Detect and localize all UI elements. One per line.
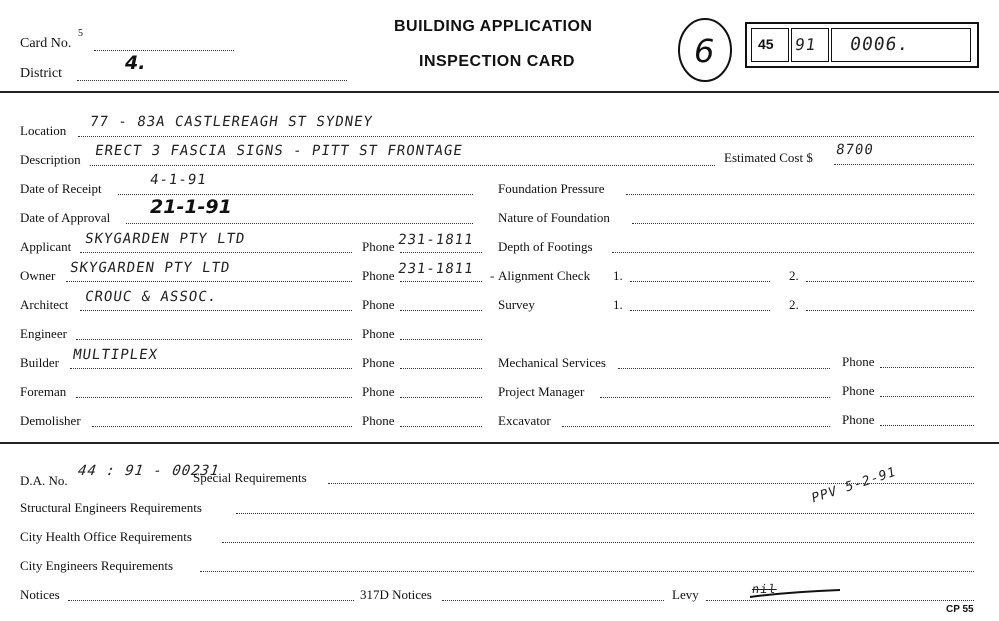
excavator-line (562, 426, 830, 427)
estimated-cost-value: 8700 (834, 142, 875, 158)
margin-note: PPV 5-2-91 (809, 464, 899, 507)
reference-box-3: 0006. (831, 28, 971, 62)
applicant-line (80, 252, 352, 253)
district-label: District (20, 66, 62, 81)
engineer-phone-label: Phone (362, 326, 395, 341)
city-health-label: City Health Office Requirements (20, 529, 192, 544)
notices-317d-label: 317D Notices (360, 587, 432, 602)
demolisher-line (92, 426, 352, 427)
circled-number: 6 (694, 32, 715, 70)
middle-rule (0, 442, 999, 444)
survey-line-1 (630, 310, 770, 311)
card-no-label: Card No. (20, 36, 72, 51)
alignment-check-2: 2. (789, 268, 799, 283)
excavator-phone-line (880, 425, 974, 426)
da-no-value: 44 : 91 - 00231 (76, 463, 221, 479)
builder-phone-label: Phone (362, 355, 395, 370)
notices-label: Notices (20, 587, 60, 602)
special-requirements-label: Special Requirements (193, 470, 307, 485)
builder-label: Builder (20, 355, 59, 370)
mechanical-services-label: Mechanical Services (498, 355, 606, 370)
card-no-value: 5 (78, 28, 83, 39)
location-value: 77 - 83A CASTLEREAGH ST SYDNEY (88, 114, 374, 130)
date-of-approval-value: 21-1-91 (150, 196, 232, 218)
description-label: Description (20, 152, 81, 167)
title-line-1: BUILDING APPLICATION (394, 18, 593, 35)
owner-line (66, 281, 352, 282)
owner-phone-label: Phone (362, 268, 395, 283)
city-health-line (222, 542, 974, 543)
owner-phone-value: 231-1811 (396, 261, 475, 277)
owner-phone-line (400, 281, 482, 282)
form-code: CP 55 (946, 604, 974, 615)
date-of-receipt-label: Date of Receipt (20, 181, 102, 196)
depth-of-footings-line (612, 252, 974, 253)
builder-phone-line (400, 368, 482, 369)
levy-label: Levy (672, 587, 699, 602)
header-rule (0, 91, 999, 93)
foundation-pressure-line (626, 194, 974, 195)
foreman-phone-line (400, 397, 482, 398)
levy-strike-mark (748, 588, 844, 600)
nature-of-foundation-line (632, 223, 974, 224)
district-value: 4. (125, 52, 146, 74)
structural-line (236, 513, 974, 514)
excavator-label: Excavator (498, 413, 551, 428)
survey-line-2 (806, 310, 974, 311)
owner-value: SKYGARDEN PTY LTD (68, 260, 232, 276)
project-manager-label: Project Manager (498, 384, 585, 399)
demolisher-phone-label: Phone (362, 413, 395, 428)
district-line (77, 80, 347, 81)
excavator-phone-label: Phone (842, 412, 875, 427)
date-of-approval-line (126, 223, 473, 224)
engineer-label: Engineer (20, 326, 67, 341)
demolisher-label: Demolisher (20, 413, 81, 428)
alignment-check-line-1 (630, 281, 770, 282)
description-line (90, 165, 715, 166)
date-of-approval-label: Date of Approval (20, 210, 111, 225)
notices-317d-line (442, 600, 664, 601)
project-manager-phone-label: Phone (842, 383, 875, 398)
card-no-line (94, 50, 234, 51)
nature-of-foundation-label: Nature of Foundation (498, 210, 610, 225)
alignment-check-label: Alignment Check (498, 268, 591, 283)
estimated-cost-label: Estimated Cost $ (724, 150, 813, 165)
circled-number-mark (672, 14, 738, 84)
reference-box-1: 45 (751, 28, 789, 62)
depth-of-footings-label: Depth of Footings (498, 239, 593, 254)
applicant-phone-value: 231-1811 (396, 232, 475, 248)
estimated-cost-line (834, 164, 974, 165)
levy-line (706, 600, 974, 601)
owner-label: Owner (20, 268, 56, 283)
notices-line (68, 600, 354, 601)
description-value: ERECT 3 FASCIA SIGNS - PITT ST FRONTAGE (93, 143, 464, 159)
city-engineers-label: City Engineers Requirements (20, 558, 174, 573)
alignment-check-1: 1. (613, 268, 623, 283)
applicant-value: SKYGARDEN PTY LTD (83, 231, 247, 247)
location-line (78, 136, 974, 137)
survey-2: 2. (789, 297, 799, 312)
foreman-label: Foreman (20, 384, 67, 399)
applicant-label: Applicant (20, 239, 72, 254)
foundation-pressure-label: Foundation Pressure (498, 181, 605, 196)
mechanical-services-phone-line (880, 367, 974, 368)
date-of-receipt-line (118, 194, 473, 195)
mechanical-services-phone-label: Phone (842, 354, 875, 369)
applicant-phone-label: Phone (362, 239, 395, 254)
alignment-check-line-2 (806, 281, 974, 282)
project-manager-phone-line (880, 396, 974, 397)
alignment-check-prefix: - (490, 268, 495, 283)
builder-value: MULTIPLEX (71, 347, 159, 363)
survey-1: 1. (613, 297, 623, 312)
levy-value: nil (751, 582, 778, 596)
project-manager-line (600, 397, 830, 398)
mechanical-services-line (618, 368, 830, 369)
architect-phone-label: Phone (362, 297, 395, 312)
date-of-receipt-value: 4-1-91 (148, 172, 208, 188)
survey-label: Survey (498, 297, 535, 312)
architect-value: CROUC & ASSOC. (83, 289, 219, 305)
architect-line (80, 310, 352, 311)
engineer-phone-line (400, 339, 482, 340)
structural-label: Structural Engineers Requirements (20, 500, 202, 515)
architect-phone-line (400, 310, 482, 311)
demolisher-phone-line (400, 426, 482, 427)
city-engineers-line (200, 571, 974, 572)
location-label: Location (20, 123, 67, 138)
reference-box-2: 91 (791, 28, 829, 62)
foreman-line (76, 397, 352, 398)
title-line-2: INSPECTION CARD (419, 53, 575, 70)
builder-line (70, 368, 352, 369)
reference-box (745, 22, 979, 68)
da-no-label: D.A. No. (20, 473, 68, 488)
engineer-line (76, 339, 352, 340)
applicant-phone-line (400, 252, 482, 253)
architect-label: Architect (20, 297, 69, 312)
foreman-phone-label: Phone (362, 384, 395, 399)
